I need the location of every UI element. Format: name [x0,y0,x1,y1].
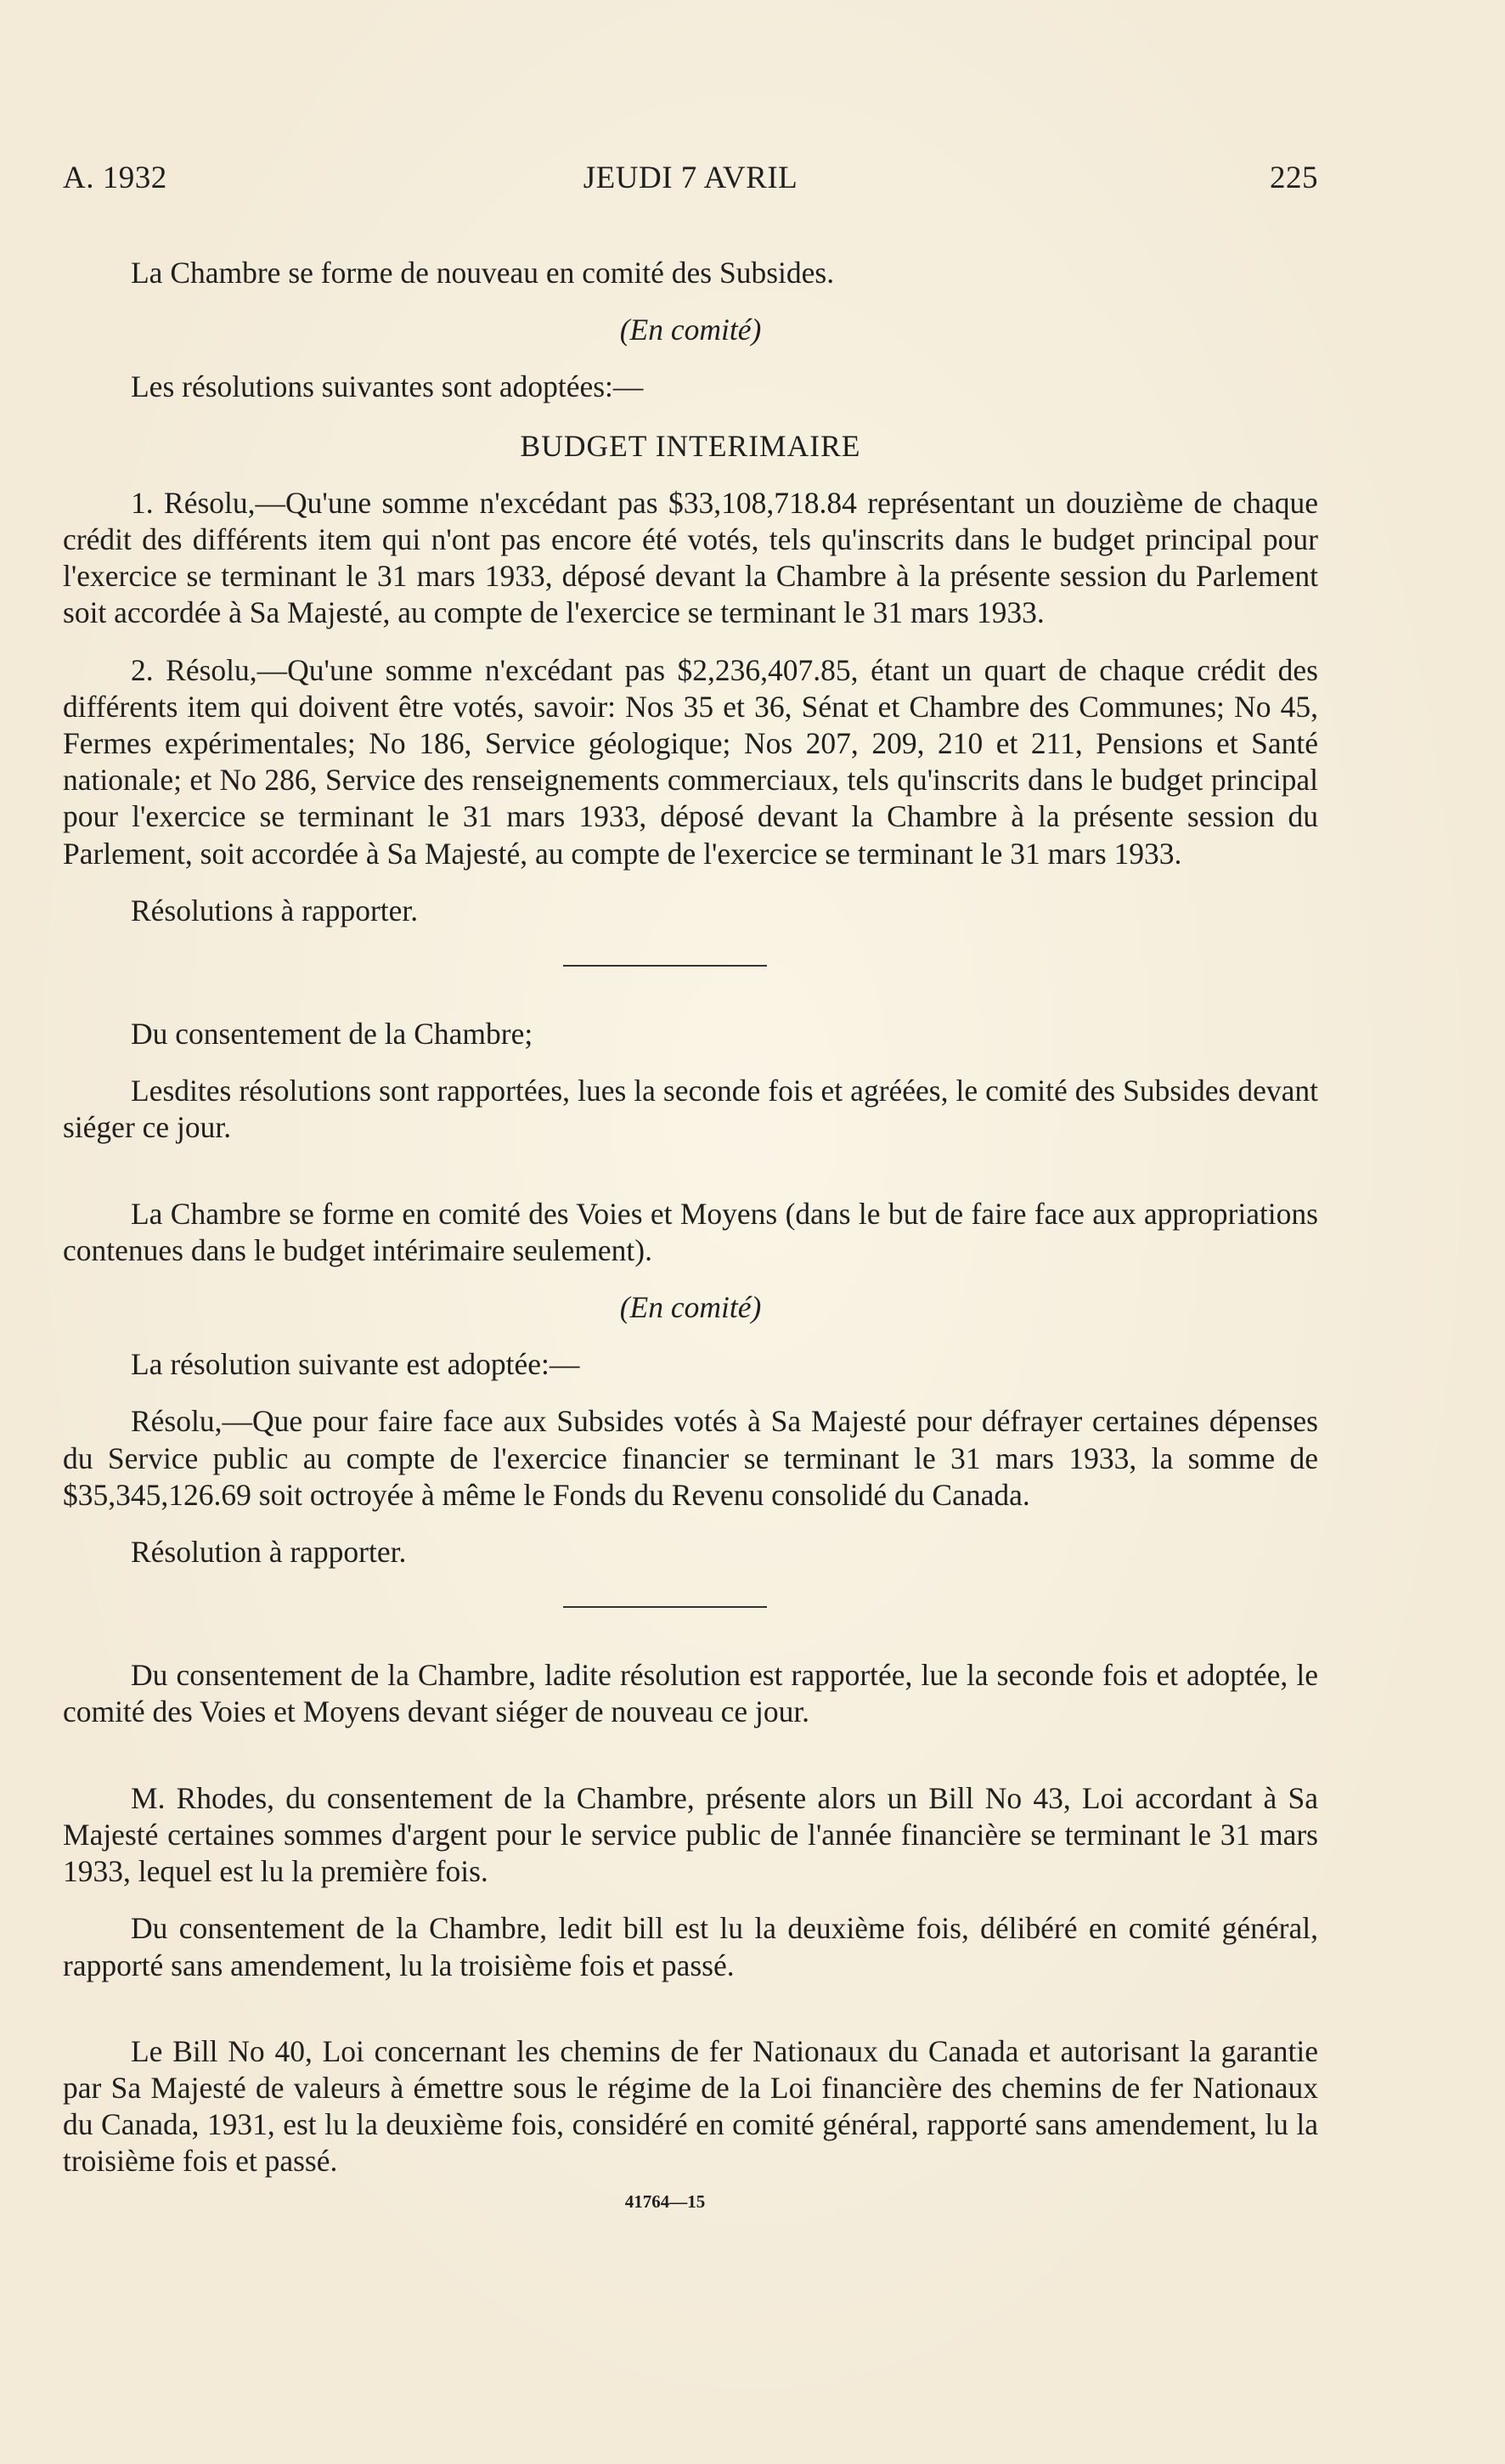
resolution: Résolu,—Que pour faire face aux Subsides votés à Sa Majesté pour défrayer certaines dépenses du Service public au compte de l'exercice financier se terminant le 31 mars 1933, la somme de $35,345,126.69 soit octroyée à même le Fonds du Revenu consolidé du Canada. [63,1404,1318,1512]
section-divider [563,965,767,967]
section-heading: BUDGET INTERIMAIRE [520,428,861,463]
printer-code: 41764—15 [624,2191,706,2212]
in-committee-note: (En comité) [619,1290,762,1325]
paragraph: M. Rhodes, du consentement de la Chambre, présente alors un Bill No 43, Loi accordant à Sa Majesté certaines sommes d'argent pour le service public de l'année financière se terminant le 31 mars 1933, lequel est lu la première fois. [63,1780,1318,1889]
page-date: JEUDI 7 AVRIL [583,161,798,195]
page-body [63,255,1318,2220]
resolution-2: 2. Résolu,—Qu'une somme n'excédant pas $2,236,407.85, étant un quart de chaque crédit des différents item qui doivent être votés, savoir: Nos 35 et 36, Sénat et Chambre des Communes; No 45, Fermes expérimentales; No 186, Service géologique; Nos 207, 209, 210 et 211, Pensions et Santé nationale; et No 286, Service des renseignements commerciaux, tels qu'inscrits dans le budget principal pour l'exercice se terminant le 31 mars 1933, déposé devant la Chambre à la présente session du Parlement, soit accordée à Sa Majesté, au compte de l'exercice se terminant le 31 mars 1933. [63,652,1318,871]
session-year: A. 1932 [63,161,167,195]
page-header [63,160,1318,202]
paragraph: Du consentement de la Chambre, ladite résolution est rapportée, lue la seconde fois et adoptée, le comité des Voies et Moyens devant siéger de nouveau ce jour. [63,1658,1318,1729]
paragraph: Du consentement de la Chambre; [131,1017,533,1052]
paragraph: Du consentement de la Chambre, ledit bill est lu la deuxième fois, délibéré en comité général, rapporté sans amendement, lu la troisième fois et passé. [63,1911,1318,1982]
paragraph: La Chambre se forme de nouveau en comité des Subsides. [131,256,835,290]
paragraph: Résolution à rapporter. [131,1535,407,1570]
paragraph: Le Bill No 40, Loi concernant les chemins de fer Nationaux du Canada et autorisant la garantie par Sa Majesté de valeurs à émettre sous le régime de la Loi financière des chemins de fer Nationaux du Canada, 1931, est lu la deuxième fois, considéré en comité général, rapporté sans amendement, lu la troisième fois et passé. [63,2033,1318,2179]
paragraph: La résolution suivante est adoptée:— [131,1347,580,1382]
page-number: 225 [1270,161,1318,195]
paragraph: Les résolutions suivantes sont adoptées:— [131,369,644,404]
resolution-1: 1. Résolu,—Qu'une somme n'excédant pas $33,108,718.84 représentant un douzième de chaque crédit des différents item qui n'ont pas encore été votés, tels qu'inscrits dans le budget principal pour l'exercice se terminant le 31 mars 1933, déposé devant la Chambre à la présente session du Parlement soit accordée à Sa Majesté, au compte de l'exercice se terminant le 31 mars 1933. [63,485,1318,630]
paragraph: Lesdites résolutions sont rapportées, lues la seconde fois et agréées, le comité des Subsides devant siéger ce jour. [63,1074,1318,1145]
section-divider [563,1606,767,1608]
paragraph: La Chambre se forme en comité des Voies et Moyens (dans le but de faire face aux appropriations contenues dans le budget intérimaire seulement). [63,1196,1318,1267]
paragraph: Résolutions à rapporter. [131,893,419,928]
in-committee-note: (En comité) [619,313,762,347]
